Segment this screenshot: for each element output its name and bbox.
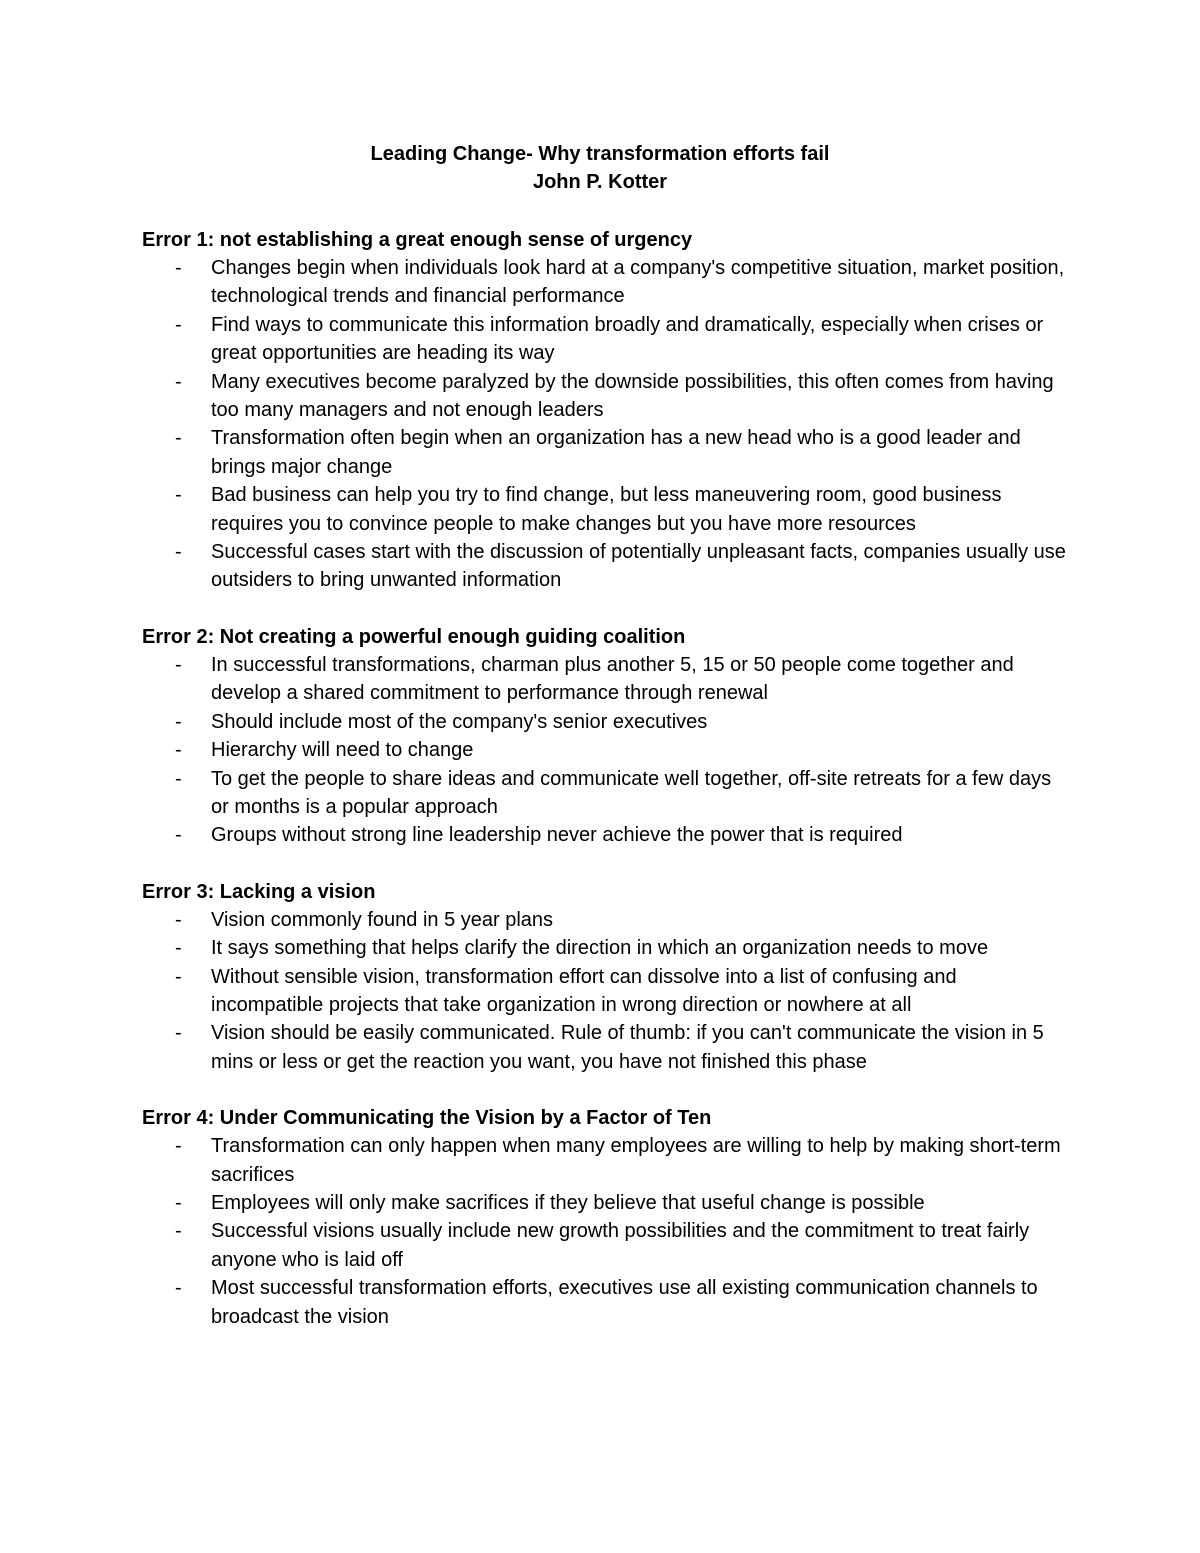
bullet-marker: - [175, 370, 182, 393]
bullet-marker: - [175, 427, 182, 450]
bullet-marker: - [175, 484, 182, 507]
bullet-text: To get the people to share ideas and communicate well together, off-site retreats for a few days or months is a popular approach [211, 767, 1052, 818]
document-author: John P. Kotter [532, 171, 668, 193]
list-item [142, 963, 1072, 1020]
bullet-marker: - [175, 541, 182, 564]
section-heading: Error 3: Lacking a vision [142, 880, 376, 903]
list-item [142, 708, 1072, 736]
section-heading: Error 1: not establishing a great enough sense of urgency [142, 229, 693, 251]
list-item [142, 1132, 1072, 1189]
bullet-list [142, 906, 1072, 1076]
bullet-text: Find ways to communicate this information broadly and dramatically, especially when crises or great opportunities are heading its way [211, 313, 1044, 365]
document-body [142, 226, 1072, 1359]
list-item [142, 254, 1072, 311]
bullet-marker: - [175, 1135, 182, 1158]
list-item [142, 906, 1072, 934]
list-item [142, 736, 1072, 764]
bullet-marker: - [175, 908, 182, 931]
bullet-text: Employees will only make sacrifices if they believe that useful change is possible [211, 1191, 925, 1214]
bullet-text: Hierarchy will need to change [211, 739, 474, 762]
bullet-text: In successful transformations, charman plus another 5, 15 or 50 people come together and develop a shared commitment to performance through renewal [211, 653, 1014, 705]
list-item [142, 765, 1072, 822]
list-item [142, 1019, 1072, 1076]
bullet-text: Vision should be easily communicated. Rule of thumb: if you can't communicate the vision in 5 mins or less or get the reaction you want, you have not finished this phase [211, 1022, 1044, 1073]
list-item [142, 424, 1072, 481]
bullet-list [142, 254, 1072, 595]
bullet-marker: - [175, 1220, 182, 1243]
list-item [142, 311, 1072, 368]
bullet-marker: - [175, 824, 182, 847]
document-title: Leading Change- Why transformation efforts fail [370, 143, 830, 165]
bullet-marker: - [175, 313, 182, 336]
section-heading: Error 4: Under Communicating the Vision by a Factor of Ten [142, 1107, 712, 1130]
bullet-list [142, 651, 1072, 850]
bullet-marker: - [175, 257, 182, 279]
list-item [142, 481, 1072, 538]
list-item [142, 538, 1072, 595]
bullet-text: It says something that helps clarify the direction in which an organization needs to move [211, 937, 989, 960]
bullet-marker: - [175, 965, 182, 988]
bullet-text: Most successful transformation efforts, executives use all existing communication channels to broadcast the vision [211, 1277, 1038, 1328]
error-section [142, 878, 1072, 1076]
list-item [142, 1274, 1072, 1331]
bullet-marker: - [175, 767, 182, 790]
bullet-marker: - [175, 739, 182, 762]
error-section [142, 1104, 1072, 1331]
bullet-marker: - [175, 937, 182, 960]
bullet-text: Successful cases start with the discussion of potentially unpleasant facts, companies usually use outsiders to bring unwanted information [211, 541, 1066, 592]
bullet-text: Successful visions usually include new growth possibilities and the commitment to treat fairly anyone who is laid off [211, 1220, 1030, 1271]
bullet-list [142, 1132, 1072, 1331]
bullet-text: Groups without strong line leadership never achieve the power that is required [211, 824, 903, 847]
bullet-text: Bad business can help you try to find change, but less maneuvering room, good business requires you to convince people to make changes but you have more resources [211, 484, 1002, 535]
bullet-text: Transformation can only happen when many employees are willing to help by making short-term sacrifices [211, 1135, 1061, 1186]
bullet-text: Without sensible vision, transformation effort can dissolve into a list of confusing and incompatible projects that take organization in wrong direction or nowhere at all [211, 965, 957, 1016]
bullet-marker: - [175, 1277, 182, 1300]
document-header [0, 140, 1200, 196]
list-item [142, 934, 1072, 962]
list-item [142, 821, 1072, 849]
error-section [142, 623, 1072, 850]
bullet-marker: - [175, 1022, 182, 1045]
bullet-text: Changes begin when individuals look hard at a company's competitive situation, market position, technological trends and financial performance [211, 257, 1065, 308]
bullet-text: Transformation often begin when an organization has a new head who is a good leader and brings major change [211, 427, 1021, 478]
bullet-marker: - [175, 653, 182, 676]
error-section [142, 226, 1072, 595]
list-item [142, 1189, 1072, 1217]
bullet-marker: - [175, 1191, 182, 1214]
bullet-text: Should include most of the company's senior executives [211, 710, 708, 733]
list-item [142, 368, 1072, 425]
list-item [142, 651, 1072, 708]
list-item [142, 1217, 1072, 1274]
bullet-text: Many executives become paralyzed by the downside possibilities, this often comes from having too many managers and not enough leaders [211, 370, 1054, 422]
bullet-text: Vision commonly found in 5 year plans [211, 908, 554, 931]
section-heading: Error 2: Not creating a powerful enough guiding coalition [142, 625, 686, 648]
bullet-marker: - [175, 710, 182, 733]
